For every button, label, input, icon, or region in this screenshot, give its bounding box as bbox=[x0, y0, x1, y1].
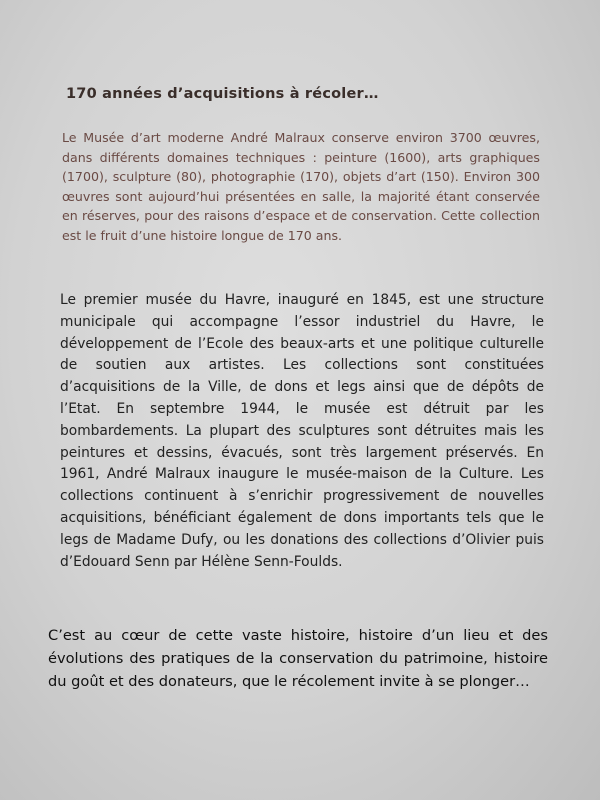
intro-paragraph: Le Musée d’art moderne André Malraux conserve environ 3700 œuvres, dans différents domaines techniques : peinture (1600), arts graphiques (1700), sculpture (80), photographie (170), objets d’art (150). Environ 300 œuvres sont aujourd’hui présentées en salle, la majorité étant conservée en réserves, pour des raisons d’espace et de conservation. Cette collection est le fruit d’une histoire longue de 170 ans. bbox=[62, 130, 540, 243]
history-paragraph: Le premier musée du Havre, inauguré en 1845, est une structure municipale qui accompagne l’essor industriel du Havre, le développement de l’Ecole des beaux-arts et une politique culturelle de soutien aux artistes. Les collections sont constituées d’acquisitions de la Ville, de dons et legs ainsi que de dépôts de l’Etat. En septembre 1944, le musée est détruit par les bombardements. La plupart des sculptures sont détruites mais les peintures et dessins, évacués, sont très largement préservés. En 1961, André Malraux inaugure le musée-maison de la Culture. Les collections continuent à s’enrichir progressivement de nouvelles acquisitions, bénéficiant également de dons importants tels que le legs de Madame Dufy, ou les donations des collections d’Olivier puis d’Edouard Senn par Hélène Senn-Foulds. bbox=[60, 292, 544, 570]
closing-paragraph: C’est au cœur de cette vaste histoire, histoire d’un lieu et des évolutions des pratiques de la conservation du patrimoine, histoire du goût et des donateurs, que le récolement invite à se plonger… bbox=[48, 627, 548, 690]
panel-heading: 170 années d’acquisitions à récoler… bbox=[66, 86, 379, 102]
